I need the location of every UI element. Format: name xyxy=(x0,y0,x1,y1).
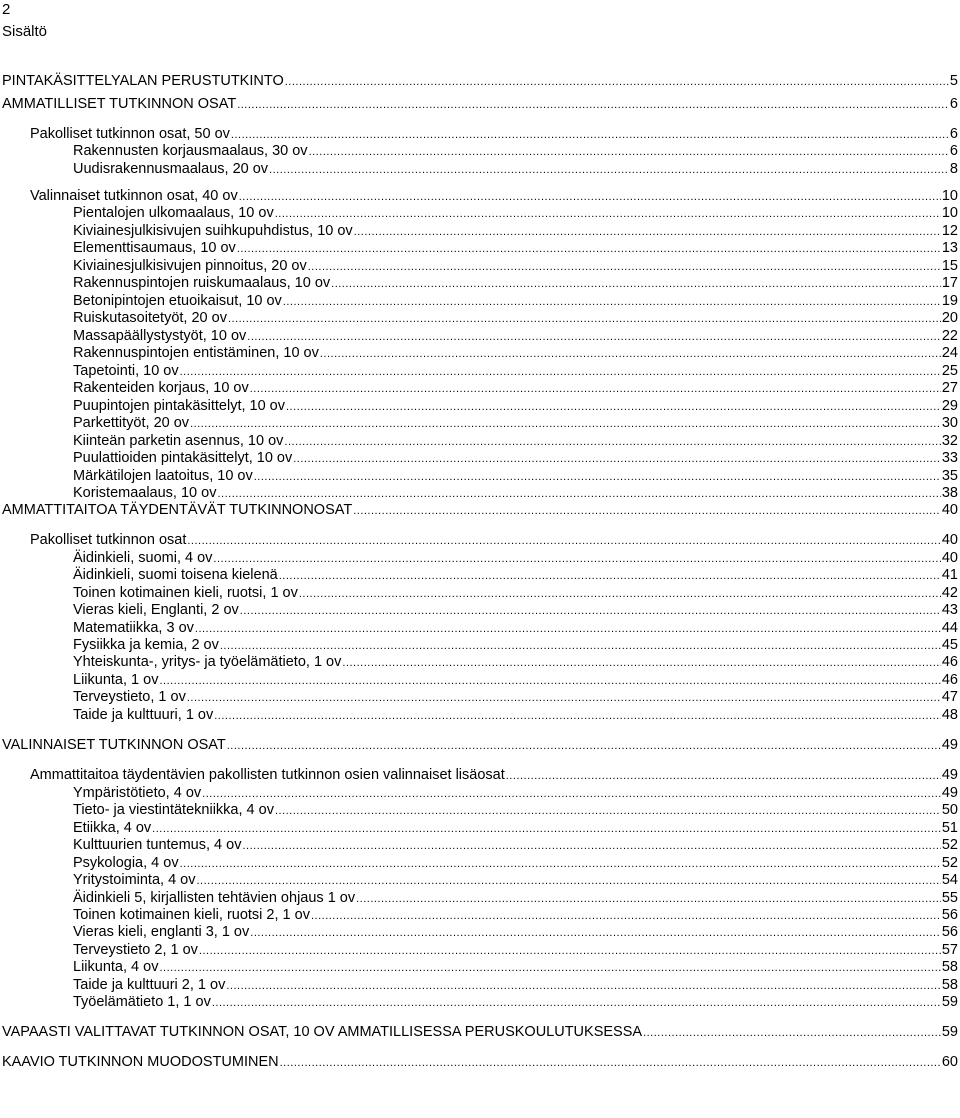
toc-entry[interactable] xyxy=(0,94,960,114)
toc-entry-page: 15 xyxy=(941,258,958,274)
toc-entry-title: Valinnaiset tutkinnon osat, 40 ov xyxy=(30,188,238,204)
toc-entry[interactable] xyxy=(0,835,960,855)
toc-entry-page: 24 xyxy=(941,345,958,361)
toc-entry-page: 25 xyxy=(941,363,958,379)
toc-entry-title: Liikunta, 4 ov xyxy=(73,959,159,975)
toc-entry-page: 56 xyxy=(941,907,958,923)
toc-entry-title: Pientalojen ulkomaalaus, 10 ov xyxy=(73,205,274,221)
toc-entry[interactable] xyxy=(0,141,960,161)
toc-entry-page: 32 xyxy=(941,433,958,449)
toc-entry-page: 57 xyxy=(941,942,958,958)
toc-entry-title: Kulttuurien tuntemus, 4 ov xyxy=(73,837,242,853)
toc-entry-title: Betonipintojen etuoikaisut, 10 ov xyxy=(73,293,282,309)
toc-entry-page: 40 xyxy=(941,532,958,548)
toc-entry-page: 58 xyxy=(941,959,958,975)
toc-entry[interactable] xyxy=(0,735,960,755)
toc-entry[interactable] xyxy=(0,308,960,328)
toc-entry-page: 43 xyxy=(941,602,958,618)
toc-entry-title: Terveystieto, 1 ov xyxy=(73,689,186,705)
toc-entry-title: Yritystoiminta, 4 ov xyxy=(73,872,196,888)
toc-leader-dots xyxy=(269,160,949,180)
toc-entry[interactable] xyxy=(0,238,960,258)
toc-entry-title: AMMATTITAITOA TÄYDENTÄVÄT TUTKINNONOSAT xyxy=(2,502,353,518)
toc-entry-page: 47 xyxy=(941,689,958,705)
toc-entry-page: 6 xyxy=(949,126,958,142)
toc-entry-page: 41 xyxy=(941,567,958,583)
toc-leader-dots xyxy=(353,501,941,521)
toc-entry[interactable] xyxy=(0,1022,960,1042)
toc-entry-page: 5 xyxy=(949,73,958,89)
toc-entry-page: 42 xyxy=(941,585,958,601)
toc-entry-page: 40 xyxy=(941,550,958,566)
toc-entry-page: 20 xyxy=(941,310,958,326)
toc-entry-page: 56 xyxy=(941,924,958,940)
toc-entry-page: 49 xyxy=(941,767,958,783)
toc-entry-page: 46 xyxy=(941,654,958,670)
toc-entry-page: 48 xyxy=(941,707,958,723)
toc-entry-page: 27 xyxy=(941,380,958,396)
toc-entry-title: Elementtisaumaus, 10 ov xyxy=(73,240,236,256)
toc-entry-page: 55 xyxy=(941,890,958,906)
toc-entry-page: 54 xyxy=(941,872,958,888)
toc-leader-dots xyxy=(212,993,941,1013)
toc-entry-title: Vieras kieli, Englanti, 2 ov xyxy=(73,602,239,618)
toc-entry-page: 49 xyxy=(941,785,958,801)
toc-entry-title: Koristemaalaus, 10 ov xyxy=(73,485,217,501)
toc-entry-title: Työelämätieto 1, 1 ov xyxy=(73,994,211,1010)
toc-entry[interactable] xyxy=(0,922,960,942)
toc-entry-title: Toinen kotimainen kieli, ruotsi, 1 ov xyxy=(73,585,298,601)
toc-entry[interactable] xyxy=(0,705,960,725)
toc-entry-title: Psykologia, 4 ov xyxy=(73,855,179,871)
toc-entry-title: Märkätilojen laatoitus, 10 ov xyxy=(73,468,253,484)
toc-entry-page: 17 xyxy=(941,275,958,291)
toc-entry-title: Kiviainesjulkisivujen pinnoitus, 20 ov xyxy=(73,258,307,274)
toc-entry-page: 30 xyxy=(941,415,958,431)
toc-entry-title: VALINNAISET TUTKINNON OSAT xyxy=(2,737,226,753)
toc-entry-page: 52 xyxy=(941,837,958,853)
toc-entry-page: 12 xyxy=(941,223,958,239)
toc-entry-page: 46 xyxy=(941,672,958,688)
toc-entry-title: Fysiikka ja kemia, 2 ov xyxy=(73,637,219,653)
toc-entry[interactable] xyxy=(0,159,960,179)
toc-entry-page: 59 xyxy=(941,994,958,1010)
toc-entry-title: Etiikka, 4 ov xyxy=(73,820,152,836)
toc-entry-title: VAPAASTI VALITTAVAT TUTKINNON OSAT, 10 OV AMMATILLISESSA PERUSKOULUTUKSESSA xyxy=(2,1024,643,1040)
toc-entry[interactable] xyxy=(0,1052,960,1072)
toc-leader-dots xyxy=(214,706,941,726)
toc-entry-page: 10 xyxy=(941,205,958,221)
toc-entry-page: 22 xyxy=(941,328,958,344)
toc-entry-page: 6 xyxy=(949,96,958,112)
toc-entry-title: Toinen kotimainen kieli, ruotsi 2, 1 ov xyxy=(73,907,310,923)
toc-entry-page: 58 xyxy=(941,977,958,993)
toc-leader-dots xyxy=(280,1053,941,1073)
toc-entry-page: 38 xyxy=(941,485,958,501)
toc-leader-dots xyxy=(643,1023,941,1043)
toc-entry-title: Ruiskutasoitetyöt, 20 ov xyxy=(73,310,227,326)
toc-entry-title: Äidinkieli, suomi, 4 ov xyxy=(73,550,213,566)
toc-entry-title: Vieras kieli, englanti 3, 1 ov xyxy=(73,924,250,940)
toc-entry[interactable] xyxy=(0,870,960,890)
toc-entry-title: Yhteiskunta-, yritys- ja työelämätieto, 1 ov xyxy=(73,654,342,670)
toc-leader-dots xyxy=(227,736,941,756)
toc-entry[interactable] xyxy=(0,800,960,820)
toc-entry-title: Rakennuspintojen entistäminen, 10 ov xyxy=(73,345,319,361)
toc-entry[interactable] xyxy=(0,992,960,1012)
toc-entry[interactable] xyxy=(0,765,960,785)
toc-entry[interactable] xyxy=(0,500,960,520)
toc-entry-title: Matematiikka, 3 ov xyxy=(73,620,194,636)
toc-entry-title: PINTAKÄSITTELYALAN PERUSTUTKINTO xyxy=(2,73,284,89)
toc-entry-title: Rakennusten korjausmaalaus, 30 ov xyxy=(73,143,308,159)
toc-entry-page: 50 xyxy=(941,802,958,818)
toc-entry-page: 29 xyxy=(941,398,958,414)
toc-entry-title: Äidinkieli, suomi toisena kielenä xyxy=(73,567,278,583)
toc-entry[interactable] xyxy=(0,71,960,91)
toc-entry-title: Taide ja kulttuuri, 1 ov xyxy=(73,707,214,723)
toc-entry-title: Pakolliset tutkinnon osat xyxy=(30,532,187,548)
toc-entry-page: 6 xyxy=(949,143,958,159)
toc-entry-page: 19 xyxy=(941,293,958,309)
toc-entry-title: Puupintojen pintakäsittelyt, 10 ov xyxy=(73,398,285,414)
toc-entry-title: Massapäällystystyöt, 10 ov xyxy=(73,328,247,344)
toc-entry-title: Ympäristötieto, 4 ov xyxy=(73,785,202,801)
toc-entry-page: 13 xyxy=(941,240,958,256)
toc-entry[interactable] xyxy=(0,273,960,293)
toc-entry-title: Puulattioiden pintakäsittelyt, 10 ov xyxy=(73,450,293,466)
toc-entry-title: Uudisrakennusmaalaus, 20 ov xyxy=(73,161,269,177)
toc-entry-title: Terveystieto 2, 1 ov xyxy=(73,942,198,958)
toc-entry-title: Pakolliset tutkinnon osat, 50 ov xyxy=(30,126,230,142)
toc-entry-title: Rakennuspintojen ruiskumaalaus, 10 ov xyxy=(73,275,331,291)
page-title: Sisältö xyxy=(2,23,48,40)
toc-entry-title: Parkettityöt, 20 ov xyxy=(73,415,190,431)
toc-entry-page: 40 xyxy=(941,502,958,518)
toc-entry[interactable] xyxy=(0,565,960,585)
toc-entry-title: Tieto- ja viestintätekniikka, 4 ov xyxy=(73,802,274,818)
page-number: 2 xyxy=(2,1,11,18)
toc-entry[interactable] xyxy=(0,448,960,468)
toc-entry-title: AMMATILLISET TUTKINNON OSAT xyxy=(2,96,237,112)
toc-entry[interactable] xyxy=(0,652,960,672)
toc-entry[interactable] xyxy=(0,343,960,363)
toc-entry-title: Taide ja kulttuuri 2, 1 ov xyxy=(73,977,226,993)
toc-leader-dots xyxy=(237,95,949,115)
toc-entry[interactable] xyxy=(0,378,960,398)
toc-entry-page: 33 xyxy=(941,450,958,466)
toc-entry[interactable] xyxy=(0,687,960,707)
toc-entry-page: 51 xyxy=(941,820,958,836)
toc-entry[interactable] xyxy=(0,413,960,433)
toc-entry-title: Tapetointi, 10 ov xyxy=(73,363,179,379)
toc-entry-page: 52 xyxy=(941,855,958,871)
toc-entry-page: 8 xyxy=(949,161,958,177)
toc-entry-title: Kiviainesjulkisivujen suihkupuhdistus, 10 ov xyxy=(73,223,353,239)
toc-entry-title: Äidinkieli 5, kirjallisten tehtävien ohjaus 1 ov xyxy=(73,890,356,906)
toc-entry-page: 49 xyxy=(941,737,958,753)
toc-entry-page: 59 xyxy=(941,1024,958,1040)
toc-entry-title: Kiinteän parketin asennus, 10 ov xyxy=(73,433,284,449)
toc-entry[interactable] xyxy=(0,957,960,977)
toc-entry-page: 35 xyxy=(941,468,958,484)
toc-entry-page: 10 xyxy=(941,188,958,204)
toc-leader-dots xyxy=(285,72,949,92)
toc-entry[interactable] xyxy=(0,203,960,223)
toc-entry-title: Rakenteiden korjaus, 10 ov xyxy=(73,380,249,396)
toc-entry-title: KAAVIO TUTKINNON MUODOSTUMINEN xyxy=(2,1054,279,1070)
toc-entry[interactable] xyxy=(0,530,960,550)
toc-entry-page: 60 xyxy=(941,1054,958,1070)
toc-entry-page: 44 xyxy=(941,620,958,636)
toc-entry[interactable] xyxy=(0,600,960,620)
toc-entry-page: 45 xyxy=(941,637,958,653)
toc-entry-title: Liikunta, 1 ov xyxy=(73,672,159,688)
toc-entry-title: Ammattitaitoa täydentävien pakollisten tutkinnon osien valinnaiset lisäosat xyxy=(30,767,505,783)
